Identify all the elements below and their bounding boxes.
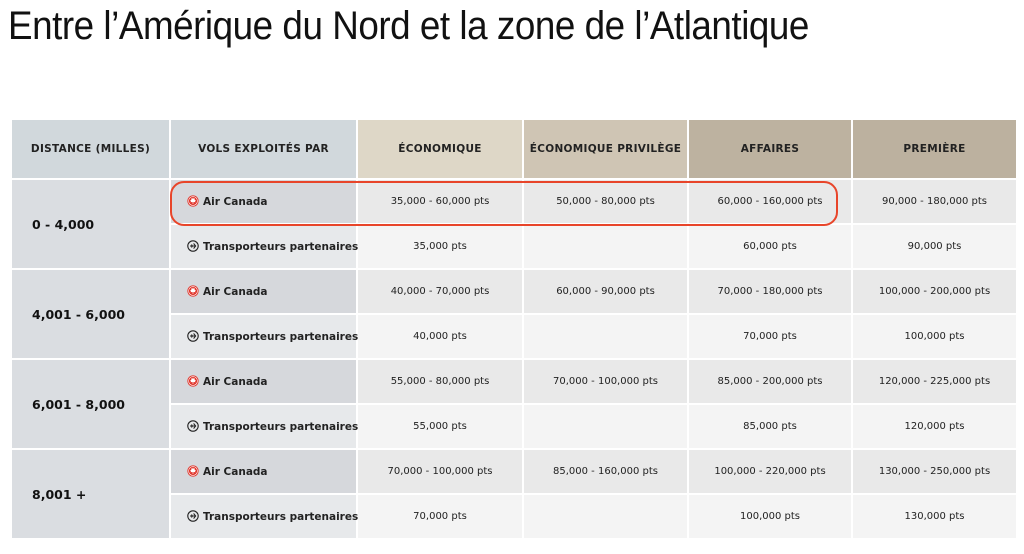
- business-cell: 70,000 - 180,000 pts: [689, 270, 851, 313]
- economy-cell: 35,000 - 60,000 pts: [358, 180, 522, 223]
- business-cell: 60,000 pts: [689, 225, 851, 268]
- operator-air-canada: [171, 180, 356, 223]
- first-cell: 130,000 - 250,000 pts: [853, 450, 1016, 493]
- distance-band-cell: 6,001 - 8,000: [12, 360, 169, 448]
- first-cell: 120,000 - 225,000 pts: [853, 360, 1016, 403]
- operator-partners: [171, 315, 359, 358]
- premium-economy-cell: 50,000 - 80,000 pts: [524, 180, 687, 223]
- business-cell: 70,000 pts: [689, 315, 851, 358]
- operator-label: Transporteurs partenaires: [203, 511, 359, 523]
- header-first: PREMIÈRE: [853, 120, 1016, 178]
- premium-economy-cell: 60,000 - 90,000 pts: [524, 270, 687, 313]
- page-title: Entre l’Amérique du Nord et la zone de l’Atlantique: [8, 4, 809, 48]
- header-operated-by: VOLS EXPLOITÉS PAR: [171, 120, 356, 178]
- first-cell: 90,000 pts: [853, 225, 1016, 268]
- circled-plane-icon: [187, 330, 199, 342]
- operator-air-canada: [171, 450, 356, 493]
- business-cell: 85,000 pts: [689, 405, 851, 448]
- table-row-air-canada: [12, 360, 1016, 403]
- operator-air-canada: [171, 270, 356, 313]
- header-economy: ÉCONOMIQUE: [358, 120, 522, 178]
- business-cell: 60,000 - 160,000 pts: [689, 180, 851, 223]
- operator-partners: [171, 405, 359, 448]
- economy-cell: 35,000 pts: [358, 225, 522, 268]
- table-header-row: [12, 120, 1016, 178]
- circled-plane-icon: [187, 510, 199, 522]
- economy-cell: 40,000 - 70,000 pts: [358, 270, 522, 313]
- award-chart-table: [10, 118, 1018, 540]
- operator-label: Air Canada: [203, 196, 268, 208]
- first-cell: 130,000 pts: [853, 495, 1016, 538]
- table-row-air-canada: [12, 180, 1016, 223]
- premium-economy-cell: 85,000 - 160,000 pts: [524, 450, 687, 493]
- first-cell: 100,000 - 200,000 pts: [853, 270, 1016, 313]
- economy-cell: 55,000 pts: [358, 405, 522, 448]
- table-row-air-canada: [12, 450, 1016, 493]
- premium-economy-cell: [524, 225, 687, 268]
- economy-cell: 40,000 pts: [358, 315, 522, 358]
- business-cell: 100,000 pts: [689, 495, 851, 538]
- premium-economy-cell: [524, 405, 687, 448]
- table-row-air-canada: [12, 270, 1016, 313]
- air-canada-maple-leaf-icon: [187, 285, 199, 297]
- operator-label: Air Canada: [203, 286, 268, 298]
- operator-label: Transporteurs partenaires: [203, 241, 359, 253]
- header-premium-economy: ÉCONOMIQUE PRIVILÈGE: [524, 120, 687, 178]
- air-canada-maple-leaf-icon: [187, 465, 199, 477]
- first-cell: 120,000 pts: [853, 405, 1016, 448]
- air-canada-maple-leaf-icon: [187, 195, 199, 207]
- operator-label: Air Canada: [203, 466, 268, 478]
- distance-band-cell: 8,001 +: [12, 450, 169, 538]
- business-cell: 100,000 - 220,000 pts: [689, 450, 851, 493]
- circled-plane-icon: [187, 420, 199, 432]
- circled-plane-icon: [187, 240, 199, 252]
- first-cell: 100,000 pts: [853, 315, 1016, 358]
- operator-partners: [171, 225, 359, 268]
- premium-economy-cell: [524, 495, 687, 538]
- air-canada-maple-leaf-icon: [187, 375, 199, 387]
- first-cell: 90,000 - 180,000 pts: [853, 180, 1016, 223]
- premium-economy-cell: [524, 315, 687, 358]
- header-distance: DISTANCE (MILLES): [12, 120, 169, 178]
- distance-band-cell: 0 - 4,000: [12, 180, 169, 268]
- operator-partners: [171, 495, 359, 538]
- award-chart-table-container: [12, 120, 1006, 538]
- economy-cell: 55,000 - 80,000 pts: [358, 360, 522, 403]
- operator-label: Transporteurs partenaires: [203, 421, 359, 433]
- economy-cell: 70,000 pts: [358, 495, 522, 538]
- operator-label: Transporteurs partenaires: [203, 331, 359, 343]
- premium-economy-cell: 70,000 - 100,000 pts: [524, 360, 687, 403]
- distance-band-cell: 4,001 - 6,000: [12, 270, 169, 358]
- operator-air-canada: [171, 360, 356, 403]
- operator-label: Air Canada: [203, 376, 268, 388]
- business-cell: 85,000 - 200,000 pts: [689, 360, 851, 403]
- economy-cell: 70,000 - 100,000 pts: [358, 450, 522, 493]
- header-business: AFFAIRES: [689, 120, 851, 178]
